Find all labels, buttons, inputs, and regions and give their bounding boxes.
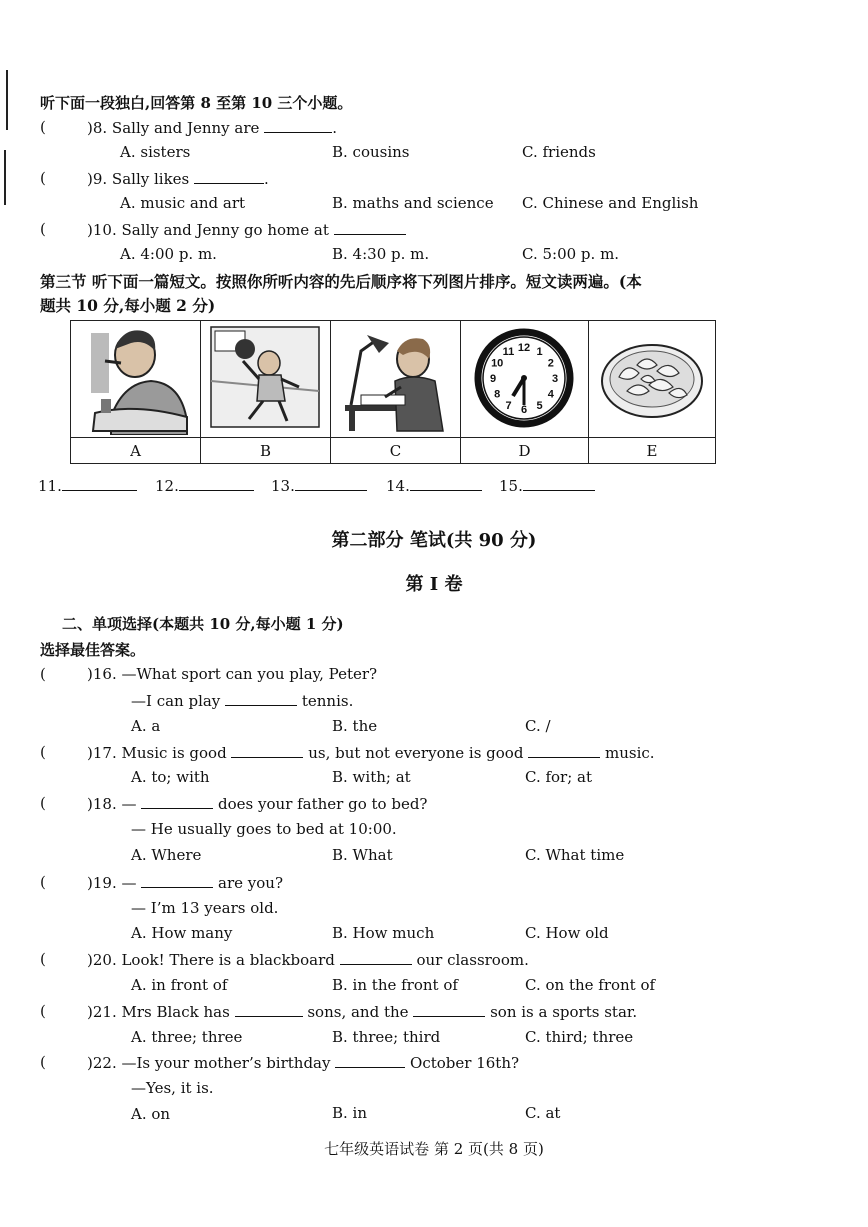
question-17: )17. Music is good us, but not everyone is good music. <box>87 744 655 762</box>
picture-brushing-teeth <box>71 321 201 437</box>
order-blank-15[interactable]: 15. <box>499 476 595 495</box>
picture-label-c: C <box>331 438 461 464</box>
question-8: )8. Sally and Jenny are . <box>87 119 337 137</box>
question-10: )10. Sally and Jenny go home at <box>87 220 406 239</box>
question-20: )20. Look! There is a blackboard our classroom. <box>87 951 529 969</box>
clock-numeral: 9 <box>489 373 497 385</box>
answer-paren: ( <box>40 665 46 683</box>
option-a: A. 4:00 p. m. <box>120 245 217 263</box>
picture-playing-basketball <box>201 321 331 437</box>
section2-title: 二、单项选择(本题共 10 分,每小题 1 分) <box>62 615 344 633</box>
section3-instruction: 第三节 听下面一篇短文。按照你所听内容的先后顺序将下列图片排序。短文读两遍。(本 <box>40 272 642 291</box>
clock-numeral: 3 <box>551 373 559 385</box>
question-16-line2: —I can play tennis. <box>131 692 354 710</box>
volume-title: 第 I 卷 <box>405 574 463 595</box>
option-b: B. three; third <box>332 1028 441 1046</box>
option-a: A. sisters <box>120 143 191 161</box>
question-18: )18. — does your father go to bed? <box>87 795 428 813</box>
question-19-line2: — I’m 13 years old. <box>131 899 279 917</box>
answer-paren: ( <box>40 794 46 812</box>
answer-paren: ( <box>40 873 46 891</box>
option-a: A. to; with <box>131 768 210 786</box>
order-blank-12[interactable]: 12. <box>155 476 254 495</box>
clock-numeral: 2 <box>547 357 554 370</box>
option-a: A. in front of <box>131 976 228 994</box>
picture-doing-homework <box>331 321 461 437</box>
picture-label-e: E <box>646 442 658 460</box>
picture-label-b: B <box>201 438 331 464</box>
answer-paren: ( <box>40 1002 46 1020</box>
option-c: C. on the front of <box>525 976 656 994</box>
question-16: )16. —What sport can you play, Peter? <box>87 665 378 683</box>
picture-labels-row <box>71 437 715 464</box>
option-b: B. What <box>332 846 393 864</box>
option-c: C. for; at <box>525 768 593 786</box>
option-b: B. in <box>332 1104 368 1122</box>
option-c: C. / <box>525 717 551 735</box>
option-b: B. How much <box>332 924 435 942</box>
section2-instruction: 选择最佳答案。 <box>40 641 146 659</box>
option-c: C. 5:00 p. m. <box>522 245 620 263</box>
clock-numeral: 10 <box>491 357 504 370</box>
picture-dumplings <box>589 321 715 437</box>
option-b: B. cousins <box>332 143 410 161</box>
option-a: A. on <box>131 1105 171 1123</box>
picture-clock <box>461 321 589 437</box>
option-c: C. How old <box>525 924 609 942</box>
option-a: A. How many <box>131 924 233 942</box>
option-c: C. What time <box>525 846 625 864</box>
page-footer: 七年级英语试卷 第 2 页(共 8 页) <box>324 1140 544 1158</box>
part2-title: 第二部分 笔试(共 90 分) <box>331 530 537 551</box>
section3-instruction-cont: 题共 10 分,每小题 2 分) <box>40 296 216 315</box>
answer-paren: ( <box>40 118 46 136</box>
answer-paren: ( <box>40 743 46 761</box>
clock-numeral: 12 <box>517 342 531 354</box>
order-blank-13[interactable]: 13. <box>271 476 367 495</box>
option-a: A. a <box>131 717 161 735</box>
option-c: C. third; three <box>525 1028 634 1046</box>
binding-line <box>4 150 6 205</box>
clock-numeral: 1 <box>536 346 543 359</box>
answer-paren: ( <box>40 950 46 968</box>
binding-line <box>6 70 8 130</box>
question-22: )22. —Is your mother’s birthday October 16th? <box>87 1054 520 1072</box>
picture-label-a: A <box>71 438 201 464</box>
clock-numeral: 7 <box>505 399 512 412</box>
clock-numeral: 5 <box>536 399 543 412</box>
question-18-line2: — He usually goes to bed at 10:00. <box>131 820 397 838</box>
option-b: B. with; at <box>332 768 411 786</box>
option-a: A. Where <box>131 846 202 864</box>
clock-numeral: 8 <box>494 388 501 401</box>
clock-numeral: 4 <box>547 388 554 401</box>
clock-numeral: 6 <box>520 404 528 416</box>
question-21: )21. Mrs Black has sons, and the son is a sports star. <box>87 1003 638 1021</box>
option-a: A. music and art <box>120 194 246 212</box>
question-9: )9. Sally likes . <box>87 170 269 188</box>
order-blank-11[interactable]: 11. <box>38 476 137 495</box>
option-b: B. 4:30 p. m. <box>332 245 430 263</box>
picture-label-d: D <box>461 438 589 464</box>
clock-numeral: 11 <box>502 346 515 359</box>
answer-paren: ( <box>40 169 46 187</box>
option-b: B. maths and science <box>332 194 494 212</box>
option-b: B. in the front of <box>332 976 458 994</box>
option-c: C. friends <box>522 143 596 161</box>
order-blank-14[interactable]: 14. <box>386 476 482 495</box>
option-c: C. at <box>525 1104 561 1122</box>
section-instruction: 听下面一段独白,回答第 8 至第 10 三个小题。 <box>40 94 353 112</box>
answer-paren: ( <box>40 1053 46 1071</box>
question-22-line2: —Yes, it is. <box>131 1079 214 1097</box>
picture-table <box>70 320 716 464</box>
option-c: C. Chinese and English <box>522 194 699 212</box>
option-a: A. three; three <box>131 1028 243 1046</box>
question-19: )19. — are you? <box>87 874 284 892</box>
answer-paren: ( <box>40 220 46 238</box>
option-b: B. the <box>332 717 378 735</box>
